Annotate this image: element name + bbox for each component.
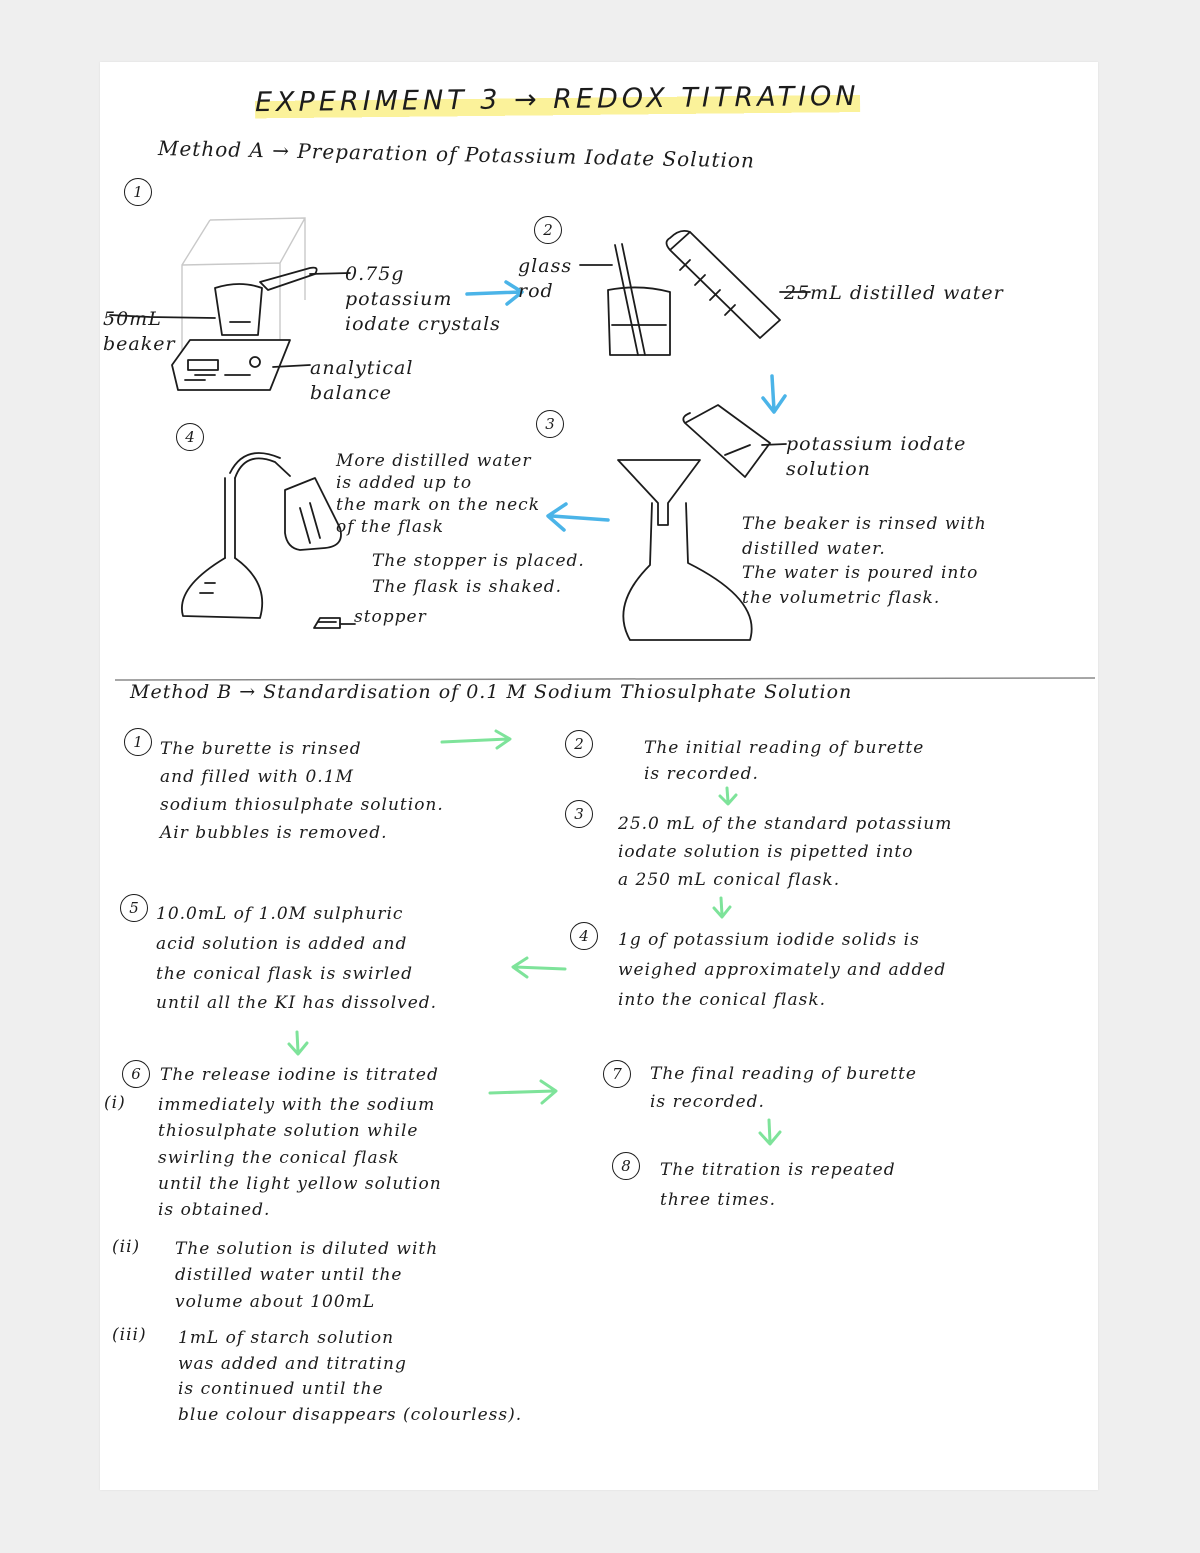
blue-arrow-left — [538, 500, 613, 535]
step-number: 5 — [120, 894, 148, 922]
step-number: 3 — [565, 800, 593, 828]
step-number: 4 — [570, 922, 598, 950]
method-a-heading: Method A → Preparation of Potassium Iodate Solution — [157, 136, 756, 173]
glass-rod-label: glass rod — [518, 255, 573, 303]
rinse-note: The beaker is rinsed with distilled water. The water is poured into the volumetric flask. — [742, 514, 987, 608]
mass-label: 0.75g potassium iodate crystals — [345, 263, 501, 336]
step-6-part-label: (ii) — [112, 1237, 141, 1257]
step-number: 8 — [612, 1152, 640, 1180]
potassium-iodate-solution-label: potassium iodate solution — [786, 433, 967, 481]
green-arrow-right — [438, 728, 518, 752]
stopper-drawing — [310, 610, 360, 635]
step-8-text: The titration is repeated three times. — [660, 1160, 896, 1210]
green-arrow-down — [710, 896, 734, 922]
step-1-text: The burette is rinsed and filled with 0.1M sodium thiosulphate solution. Air bubbles is removed. — [160, 739, 444, 844]
green-arrow-down — [716, 786, 740, 808]
page-title: EXPERIMENT 3 → REDOX TITRATION — [255, 77, 860, 123]
method-a-step-number: 2 — [534, 216, 562, 244]
step-3-text: 25.0 mL of the standard potassium iodate solution is pipetted into a 250 mL conical flask. — [618, 814, 953, 891]
step-6-part-iii: 1mL of starch solution was added and titrating is continued until the blue colour disappears (colourless). — [178, 1328, 523, 1425]
stopper-label: stopper — [354, 607, 427, 627]
balance-label: analytical balance — [310, 357, 414, 405]
green-arrow-down — [285, 1030, 311, 1060]
step-number: 1 — [124, 728, 152, 756]
balance-leader-line — [270, 362, 315, 372]
method-a-step-number: 1 — [124, 178, 152, 206]
more-water-note: More distilled water is added up to the mark on the neck of the flask — [336, 451, 540, 538]
green-arrow-left — [505, 955, 570, 981]
step-2-text: The initial reading of burette is recorded. — [644, 738, 925, 785]
method-a-step-number: 3 — [536, 410, 564, 438]
step-6-part-label: (iii) — [112, 1325, 147, 1345]
step-7-text: The final reading of burette is recorded. — [650, 1064, 917, 1113]
step-number: 7 — [603, 1060, 631, 1088]
step-6-part-ii: The solution is diluted with distilled water until the volume about 100mL — [175, 1239, 439, 1312]
beaker-label: 50mL beaker — [103, 308, 176, 356]
step-number: 6 — [122, 1060, 150, 1088]
step-5-text: 10.0mL of 1.0M sulphuric acid solution is added and the conical flask is swirled until all the KI has dissolved. — [156, 904, 438, 1014]
step-6-text: The release iodine is titrated — [160, 1065, 439, 1085]
step-6-part-i: immediately with the sodium thiosulphate solution while swirling the conical flask until the light yellow solution is obtained. — [158, 1095, 442, 1221]
stopper-note: The stopper is placed. The flask is shaked. — [372, 551, 585, 597]
step-4-text: 1g of potassium iodide solids is weighed approximately and added into the conical flask. — [618, 930, 947, 1010]
step-number: 2 — [565, 730, 593, 758]
green-arrow-down — [756, 1118, 784, 1150]
distilled-water-label: 25mL distilled water — [784, 282, 1004, 304]
method-a-step-number: 4 — [176, 423, 204, 451]
step-6-part-label: (i) — [104, 1093, 126, 1113]
green-arrow-right — [486, 1077, 566, 1107]
method-b-heading: Method B → Standardisation of 0.1 M Sodium Thiosulphate Solution — [130, 681, 853, 703]
